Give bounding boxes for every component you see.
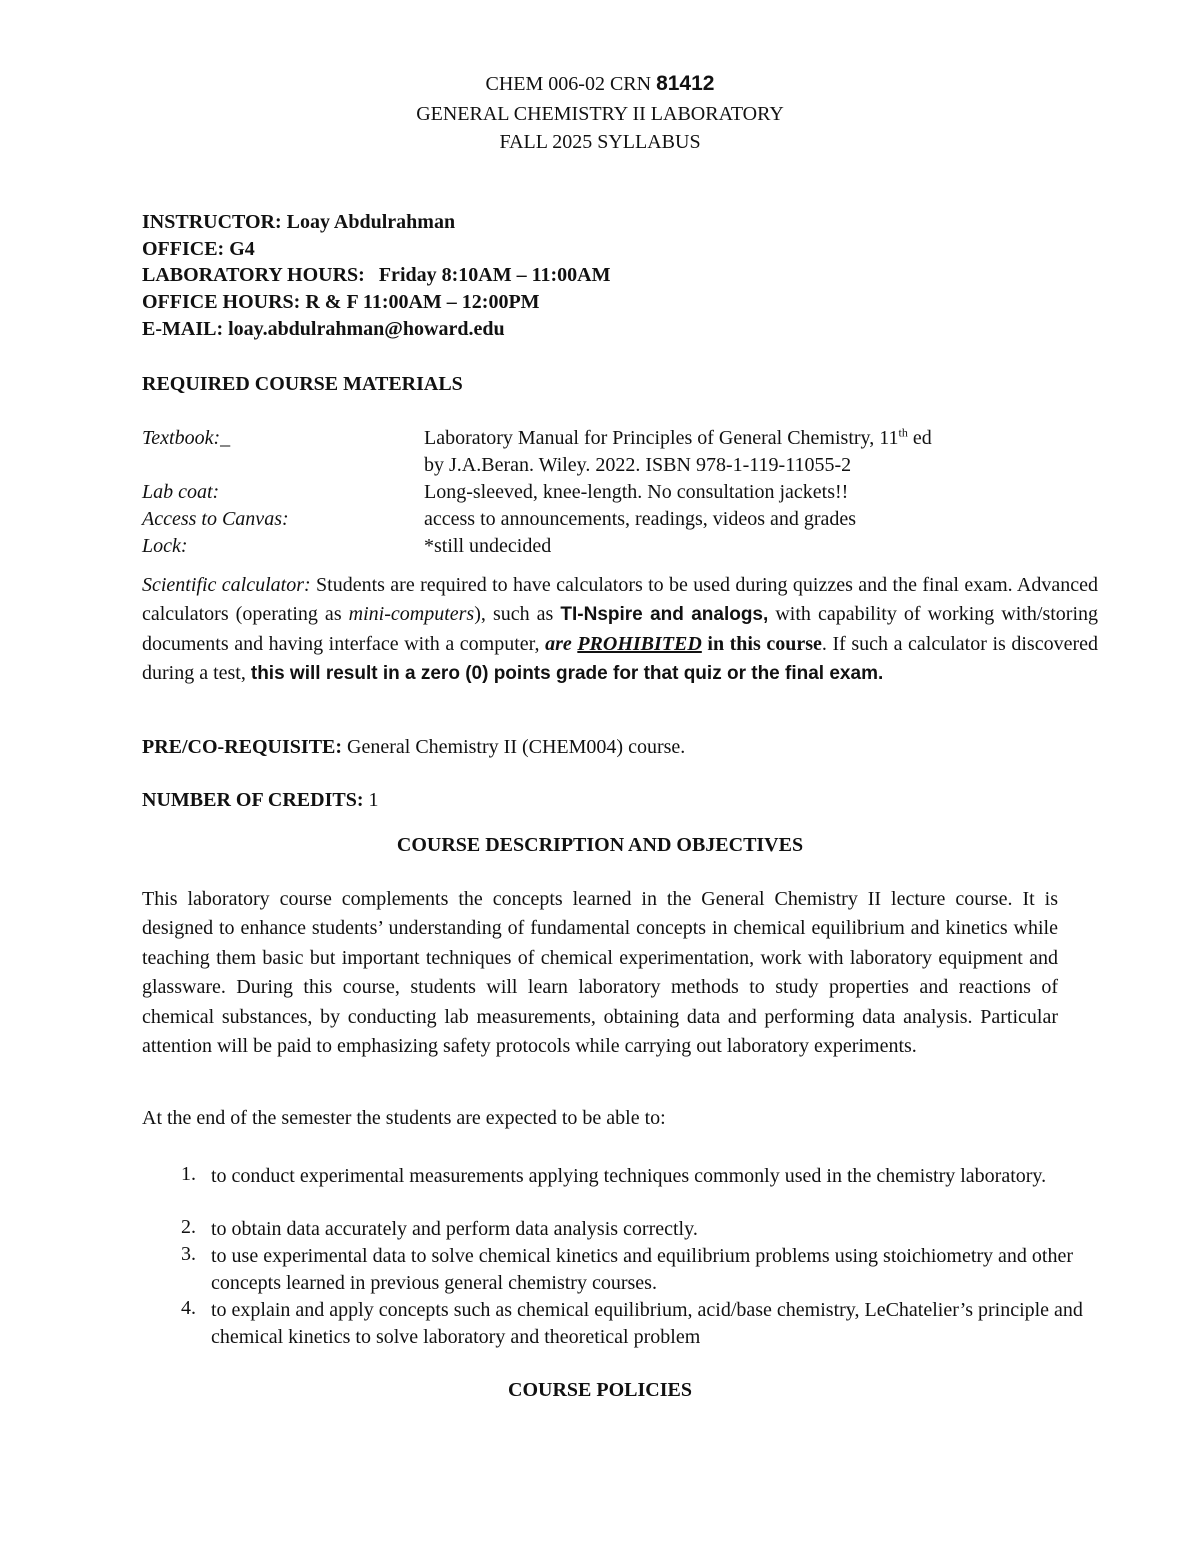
prereq-line: [142, 736, 685, 759]
office-label: OFFICE:: [142, 238, 225, 260]
lab-hours-label: LABORATORY HOURS:: [142, 264, 365, 286]
description-heading: COURSE DESCRIPTION AND OBJECTIVES: [396, 834, 804, 856]
instructor-name: Loay Abdulrahman: [281, 211, 456, 233]
calculator-tinspire: TI-Nspire and analogs,: [560, 604, 769, 626]
office-line: [142, 238, 255, 261]
instructor-label: INSTRUCTOR:: [142, 211, 282, 233]
canvas-value: access to announcements, readings, videos and grades: [424, 508, 857, 530]
materials-heading: REQUIRED COURSE MATERIALS: [142, 373, 463, 395]
email-link[interactable]: loay.abdulrahman@howard.edu: [223, 318, 505, 340]
crn-number: 81412: [656, 72, 715, 95]
calculator-text-1: Students are required to have calculators to be used during quizzes and the final exam. Advanced calculators (operating as: [142, 574, 1098, 626]
objective-number: 2.: [181, 1216, 196, 1238]
policies-heading: COURSE POLICIES: [508, 1379, 692, 1401]
office-hours-label: OFFICE HOURS:: [142, 291, 301, 313]
course-title: GENERAL CHEMISTRY II LABORATORY: [416, 103, 784, 125]
textbook-label: Textbook:_: [142, 427, 231, 449]
calculator-text-4: . If such a calculator is discovered during a test,: [142, 632, 1099, 685]
calculator-are: are: [545, 632, 572, 655]
labcoat-label: Lab coat:: [142, 481, 220, 503]
lab-hours-value: Friday 8:10AM – 11:00AM: [378, 264, 611, 286]
objective-item: to explain and apply concepts such as chemical equilibrium, acid/base chemistry, LeChatelier’s principle and chemical kinetics to solve laboratory and theoretical problem: [211, 1299, 1083, 1348]
calculator-penalty: this will result in a zero (0) points grade for that quiz or the final exam.: [250, 663, 884, 685]
course-code: CHEM 006-02 CRN: [485, 73, 657, 95]
course-code-line: [0, 72, 1200, 96]
credits-label: NUMBER OF CREDITS:: [142, 789, 364, 811]
objectives-intro: At the end of the semester the students are expected to be able to:: [142, 1107, 666, 1129]
credits-line: [142, 789, 379, 812]
description-paragraph: This laboratory course complements the concepts learned in the General Chemistry II lecture course. It is designed to enhance students’ understanding of fundamental concepts in chemical equilibrium and kinetics while teaching them basic but important techniques of chemical experimentation, work with laboratory equipment and glassware. During this course, students will learn laboratory methods to study properties and reactions of chemical substances, by conducting lab measurements, obtaining data and performing data analysis. Particular attention will be paid to emphasizing safety protocols while carrying out laboratory experiments.: [142, 888, 1058, 1058]
prereq-value: General Chemistry II (CHEM004) course.: [342, 736, 686, 758]
instructor-line: [142, 211, 455, 234]
credits-value: 1: [363, 789, 379, 811]
calculator-paragraph: [142, 571, 1098, 689]
textbook-title: Laboratory Manual for Principles of General Chemistry, 11: [424, 427, 899, 449]
prereq-label: PRE/CO-REQUISITE:: [142, 736, 343, 758]
calculator-text-2: ), such as: [474, 603, 561, 626]
lock-value: *still undecided: [424, 535, 552, 557]
email-line: [142, 318, 505, 341]
office-hours-value: R & F 11:00AM – 12:00PM: [300, 291, 540, 313]
calculator-text-3: with capability of working with/storing documents and having interface with a computer,: [142, 603, 1099, 655]
calculator-in-course: in this course: [701, 632, 822, 655]
office-hours-line: [142, 291, 540, 314]
calculator-label: Scientific calculator:: [142, 574, 311, 596]
canvas-label: Access to Canvas:: [142, 508, 289, 530]
objective-number: 1.: [181, 1163, 196, 1185]
calculator-mini-computers: mini-computers: [348, 603, 475, 626]
objective-number: 3.: [181, 1243, 196, 1265]
email-label: E-MAIL:: [142, 318, 224, 340]
objective-item: to obtain data accurately and perform data analysis correctly.: [211, 1218, 698, 1240]
office-value: G4: [224, 238, 255, 260]
objective-number: 4.: [181, 1297, 196, 1319]
calculator-prohibited: PROHIBITED: [577, 632, 702, 655]
lab-hours-line: [142, 264, 610, 287]
textbook-line-2: by J.A.Beran. Wiley. 2022. ISBN 978-1-119-11055-2: [424, 454, 852, 476]
labcoat-value: Long-sleeved, knee-length. No consultation jackets!!: [424, 481, 849, 503]
term-title: FALL 2025 SYLLABUS: [499, 131, 701, 153]
edition-suffix: ed: [907, 427, 932, 449]
objective-item: to conduct experimental measurements applying techniques commonly used in the chemistry laboratory.: [211, 1165, 1047, 1187]
textbook-line-1: [424, 427, 932, 450]
edition-superscript: th: [898, 425, 908, 440]
lock-label: Lock:: [142, 535, 188, 557]
objective-item: to use experimental data to solve chemical kinetics and equilibrium problems using stoichiometry and other concepts learned in previous general chemistry courses.: [211, 1245, 1074, 1294]
